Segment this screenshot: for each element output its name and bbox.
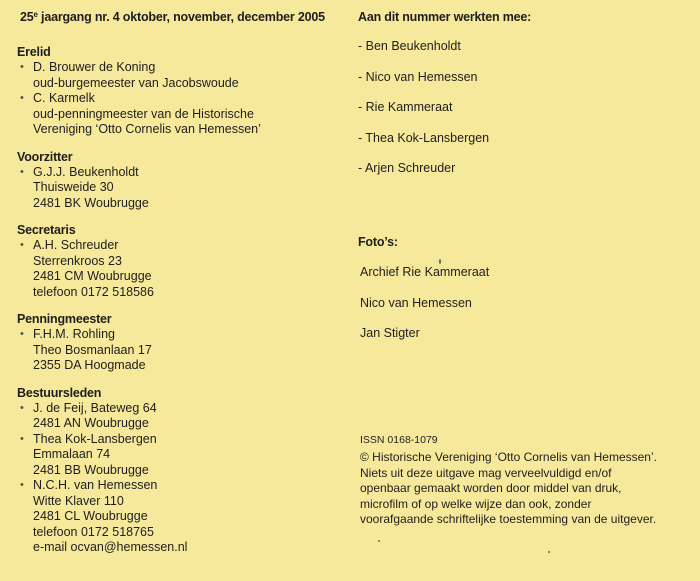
list-item [17, 432, 337, 479]
legal-line: Niets uit deze uitgave mag verveelvuldigd en/of [360, 465, 612, 480]
legal-line: openbaar gemaakt worden door middel van druk, [360, 481, 622, 495]
entry-line: F.H.M. Rohling [33, 327, 115, 341]
issue-suffix: e [33, 10, 38, 19]
list-item: - Rie Kammeraat [358, 100, 453, 115]
entry-line: G.J.J. Beukenholdt [33, 164, 139, 179]
entry-line: N.C.H. van Hemessen [33, 478, 158, 492]
section-title: Erelid [17, 45, 51, 59]
entry-line: oud-penningmeester van de Historische [33, 106, 254, 121]
entry-line: 2481 AN Woubrugge [33, 416, 149, 430]
entry-line: 2481 BK Woubrugge [33, 195, 149, 210]
entry-line: J. de Feij, Bateweg 64 [33, 400, 157, 415]
section-secretaris [17, 223, 337, 300]
entry-line: Witte Klaver 110 [33, 493, 124, 508]
list-item [17, 165, 337, 212]
legal-line: voorafgaande schriftelijke toestemming van de uitgever. [360, 512, 657, 526]
bullet-icon: • [20, 401, 24, 414]
issue-rest: jaargang nr. 4 oktober, november, december 2005 [41, 10, 325, 24]
list-item: - Thea Kok-Lansbergen [358, 130, 490, 145]
legal-line: microfilm of op welke wijze dan ook, zonder [360, 496, 592, 511]
list-item [17, 401, 337, 432]
bullet-icon: • [20, 479, 24, 491]
entry-line: Thuisweide 30 [33, 180, 114, 194]
contributors-title: Aan dit nummer werkten mee: [358, 10, 532, 24]
entry-line: C. Karmelk [33, 91, 95, 105]
entry-line: oud-burgemeester van Jacobswoude [33, 75, 239, 90]
scan-speck [439, 259, 441, 264]
scan-speck [378, 540, 380, 542]
bullet-icon: • [20, 61, 24, 73]
issue-line [20, 9, 337, 26]
bullet-icon: • [20, 239, 24, 251]
bullet-icon: • [20, 165, 24, 178]
copyright-line: © Historische Vereniging ‘Otto Cornelis van Hemessen’. [360, 450, 657, 464]
legal-block [360, 433, 690, 528]
list-item: - Ben Beukenholdt [358, 39, 461, 53]
entry-line: 2355 DA Hoogmade [33, 358, 146, 372]
right-column [358, 9, 698, 526]
list-item: Jan Stigter [360, 326, 420, 340]
left-column [17, 9, 337, 556]
fotos-title: Foto’s: [358, 235, 398, 249]
bullet-icon: • [20, 328, 24, 340]
section-voorzitter [17, 150, 337, 212]
entry-line: 2481 CL Woubrugge [33, 509, 148, 523]
section-title: Penningmeester [17, 312, 112, 326]
entry-line: A.H. Schreuder [33, 238, 119, 252]
list-item [17, 60, 337, 91]
section-title: Bestuursleden [17, 385, 102, 400]
list-item [17, 327, 337, 374]
entry-line: D. Brouwer de Koning [33, 60, 156, 74]
entry-line: telefoon 0172 518765 [33, 524, 154, 539]
list-item [17, 478, 337, 556]
entry-line: 2481 BB Woubrugge [33, 462, 149, 477]
entry-line: 2481 CM Woubrugge [33, 269, 152, 283]
entry-line: Vereniging ‘Otto Cornelis van Hemessen’ [33, 122, 261, 136]
section-title: Voorzitter [17, 149, 73, 164]
issn-number: ISSN 0168-1079 [360, 434, 438, 446]
list-item: Archief Rie Kammeraat [360, 265, 490, 279]
entry-line: Emmalaan 74 [33, 447, 111, 461]
list-item: - Arjen Schreuder [358, 161, 456, 176]
email-line: e-mail ocvan@hemessen.nl [33, 540, 188, 554]
entry-line: Theo Bosmanlaan 17 [33, 342, 152, 357]
list-item [17, 238, 337, 300]
section-penningmeester [17, 312, 337, 374]
list-item [17, 91, 337, 138]
entry-line: telefoon 0172 518586 [33, 284, 154, 299]
contributors-list [358, 39, 698, 192]
entry-line: Thea Kok-Lansbergen [33, 431, 157, 446]
issue-number: 25 [20, 10, 34, 24]
bullet-icon: • [20, 432, 24, 445]
fotos-list [360, 265, 489, 357]
section-erelid [17, 45, 337, 138]
section-bestuursleden [17, 386, 337, 556]
entry-line: Sterrenkroos 23 [33, 253, 122, 268]
list-item: Nico van Hemessen [360, 295, 472, 310]
scan-speck [548, 551, 550, 553]
section-title: Secretaris [17, 223, 76, 237]
list-item: - Nico van Hemessen [358, 69, 478, 84]
bullet-icon: • [20, 92, 24, 104]
